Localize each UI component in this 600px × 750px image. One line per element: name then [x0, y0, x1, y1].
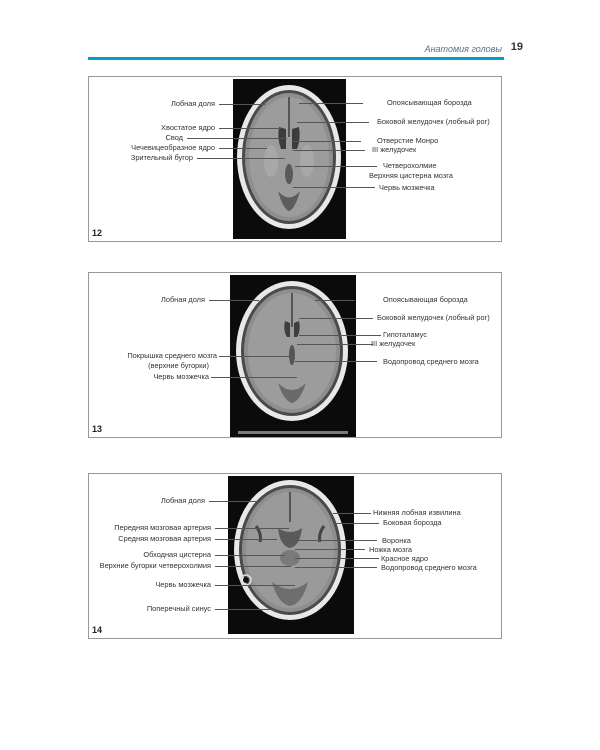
leader-line [299, 318, 373, 319]
label-cingulate-sulcus: Опоясывающая борозда [387, 98, 472, 107]
label-middle-cerebral-artery: Средняя мозговая артерия [118, 534, 211, 543]
figure-12 [88, 76, 502, 242]
leader-line [295, 166, 377, 167]
leader-line [215, 585, 295, 586]
leader-line [297, 344, 373, 345]
label-infundibulum: Воронка [382, 536, 411, 545]
leader-line [209, 501, 261, 502]
leader-line [215, 528, 289, 529]
label-fornix: Свод [165, 133, 183, 142]
label-inferior-frontal-gyrus: Нижняя лобная извилина [373, 508, 461, 517]
label-frontal-lobe: Лобная доля [160, 295, 205, 304]
leader-line [219, 128, 281, 129]
label-quadrigemina: Четверохолмие [383, 161, 437, 170]
leader-line [333, 523, 379, 524]
label-third-ventricle: III желудочек [372, 145, 417, 154]
label-lateral-ventricle: Боковой желудочек (лобный рог) [377, 313, 490, 322]
label-cerebellar-vermis: Червь мозжечка [153, 372, 209, 381]
label-hypothalamus: Гипоталамус [383, 330, 427, 339]
figure-13 [88, 272, 502, 438]
label-cerebral-aqueduct: Водопровод среднего мозга [383, 357, 479, 366]
leader-line [333, 513, 371, 514]
leader-line [209, 300, 259, 301]
header-rule [88, 57, 504, 60]
label-superior-colliculi: (верхние бугорки) [148, 361, 209, 370]
leader-line [219, 104, 265, 105]
label-ambient-cistern: Обходная цистерна [143, 550, 211, 559]
label-thalamus: Зрительный бугор [130, 153, 193, 162]
figure-14 [88, 473, 502, 639]
label-midbrain-tegmentum: Покрышка среднего мозга [127, 351, 217, 360]
label-superior-colliculi: Верхние бугорки четверохолмия [99, 561, 211, 570]
leader-line [293, 187, 375, 188]
label-transverse-sinus: Поперечный синус [146, 604, 211, 613]
label-superior-cistern: Верхняя цистерна мозга [369, 171, 453, 180]
label-anterior-cerebral-artery: Передняя мозговая артерия [114, 523, 211, 532]
label-lateral-ventricle: Боковой желудочек (лобный рог) [377, 117, 490, 126]
leader-line [299, 335, 381, 336]
leader-line [295, 549, 365, 550]
leader-line [297, 122, 369, 123]
label-frontal-lobe: Лобная доля [170, 99, 215, 108]
label-lentiform-nucleus: Чечевицеобразное ядро [131, 143, 215, 152]
section-title: Анатомия головы [424, 44, 502, 54]
leader-line [215, 555, 285, 556]
leader-line [187, 138, 287, 139]
label-lateral-sulcus: Боковая борозда [383, 518, 442, 527]
label-cingulate-sulcus: Опоясывающая борозда [383, 295, 468, 304]
leader-line [219, 148, 267, 149]
leader-line [293, 540, 377, 541]
leader-line [293, 141, 361, 142]
label-cerebellar-vermis: Червь мозжечка [379, 183, 435, 192]
label-cerebral-aqueduct: Водопровод среднего мозга [381, 563, 477, 572]
leader-line [295, 558, 379, 559]
label-red-nucleus: Красное ядро [381, 554, 429, 563]
label-third-ventricle: III желудочек [371, 339, 416, 348]
leader-line [219, 356, 291, 357]
label-caudate-nucleus: Хвостатое ядро [161, 123, 215, 132]
figure-number: 14 [92, 625, 103, 635]
leader-line [293, 150, 365, 151]
label-foramen-monro: Отверстие Монро [377, 136, 439, 145]
leader-line [295, 361, 377, 362]
leader-line [299, 103, 363, 104]
leader-line [215, 609, 275, 610]
label-cerebellar-vermis: Червь мозжечка [155, 580, 211, 589]
leader-line [215, 539, 277, 540]
label-frontal-lobe: Лобная доля [160, 496, 205, 505]
leader-line [295, 567, 377, 568]
figure-number: 13 [92, 424, 103, 434]
leader-line [315, 300, 355, 301]
figure-number: 12 [92, 228, 103, 238]
leader-line [211, 377, 297, 378]
leader-line [197, 158, 285, 159]
label-cerebral-peduncle: Ножка мозга [369, 545, 413, 554]
page-number: 19 [510, 41, 523, 53]
leader-line [215, 566, 291, 567]
